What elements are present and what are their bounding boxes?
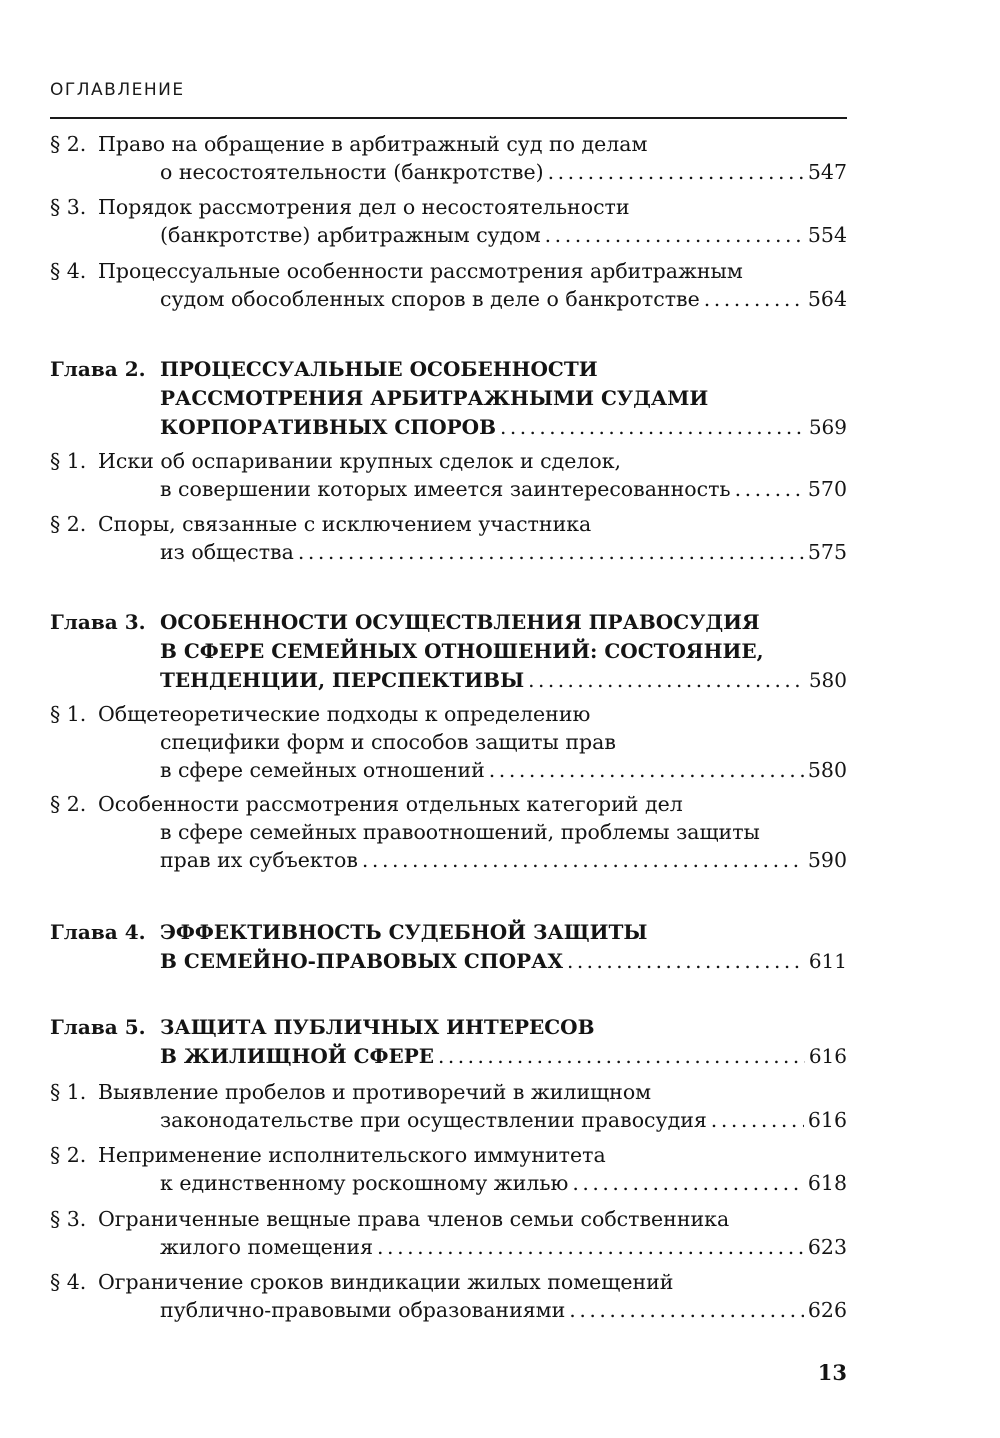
entry-last-line: [50, 1042, 847, 1071]
dot-leader: [489, 756, 804, 784]
toc-section-entry: [50, 790, 847, 874]
entry-last-line: [50, 285, 847, 313]
entry-page-number: 623: [807, 1235, 847, 1259]
entry-number: § 1.: [50, 702, 87, 726]
entry-last-line: [50, 756, 847, 784]
entry-title-line: Ограничение сроков виндикации жилых помещений: [98, 1270, 674, 1294]
entry-number: Глава 5.: [50, 1015, 146, 1039]
entry-title-line: о несостоятельности (банкротстве): [160, 160, 544, 184]
toc-section-entry: [50, 1205, 847, 1261]
toc-chapter-entry: [50, 355, 847, 442]
dot-leader: [362, 846, 804, 874]
entry-last-line: [50, 846, 847, 874]
entry-last-line: [50, 1169, 847, 1197]
entry-title-line: Споры, связанные с исключением участника: [98, 512, 592, 536]
header-rule: [50, 117, 847, 119]
entry-page-number: 547: [807, 160, 847, 184]
entry-title-line: Иски об оспаривании крупных сделок и сделок,: [98, 449, 622, 473]
entry-number: § 1.: [50, 1080, 87, 1104]
dot-leader: [545, 221, 804, 249]
entry-last-line: [50, 947, 847, 976]
dot-leader: [377, 1233, 804, 1261]
toc-section-entry: [50, 193, 847, 249]
toc-chapter-entry: [50, 608, 847, 695]
entry-last-line: [50, 475, 847, 503]
entry-last-line: [50, 666, 847, 695]
entry-number: Глава 2.: [50, 357, 146, 381]
entry-title-line: в совершении которых имеется заинтересованность: [160, 477, 731, 501]
dot-leader: [528, 666, 805, 695]
entry-number: Глава 4.: [50, 920, 146, 944]
entry-title-line: Особенности рассмотрения отдельных категорий дел: [98, 792, 683, 816]
entry-number: § 2.: [50, 1143, 87, 1167]
entry-page-number: 626: [807, 1298, 847, 1322]
toc-section-entry: [50, 700, 847, 784]
entry-page-number: 569: [808, 415, 847, 439]
entry-title-line: ОСОБЕННОСТИ ОСУЩЕСТВЛЕНИЯ ПРАВОСУДИЯ: [160, 610, 760, 634]
dot-leader: [572, 1169, 804, 1197]
entry-title-line: публично-правовыми образованиями: [160, 1298, 566, 1322]
entry-title-line: законодательстве при осуществлении правосудия: [160, 1108, 707, 1132]
dot-leader: [438, 1042, 805, 1071]
entry-title-line: жилого помещения: [160, 1235, 374, 1259]
entry-page-number: 616: [808, 1044, 847, 1068]
entry-title-line: судом обособленных споров в деле о банкротстве: [160, 287, 700, 311]
entry-title-line: В СФЕРЕ СЕМЕЙНЫХ ОТНОШЕНИЙ: СОСТОЯНИЕ,: [160, 639, 764, 663]
entry-title-line: в сфере семейных отношений: [160, 758, 485, 782]
entry-last-line: [50, 221, 847, 249]
entry-page-number: 554: [807, 223, 847, 247]
toc-chapter-entry: [50, 1013, 847, 1071]
entry-title-line: из общества: [160, 540, 294, 564]
entry-title-line: специфики форм и способов защиты прав: [160, 730, 616, 754]
entry-title-line: КОРПОРАТИВНЫХ СПОРОВ: [160, 415, 496, 439]
toc-section-entry: [50, 447, 847, 503]
entry-title-line: Выявление пробелов и противоречий в жилищном: [98, 1080, 652, 1104]
entry-title-line: ЭФФЕКТИВНОСТЬ СУДЕБНОЙ ЗАЩИТЫ: [160, 920, 648, 944]
entry-title-line: Ограниченные вещные права членов семьи собственника: [98, 1207, 730, 1231]
dot-leader: [548, 158, 804, 186]
toc-section-entry: [50, 510, 847, 566]
entry-number: § 4.: [50, 259, 87, 283]
entry-title-line: (банкротстве) арбитражным судом: [160, 223, 541, 247]
entry-title-line: В СЕМЕЙНО-ПРАВОВЫХ СПОРАХ: [160, 949, 563, 973]
toc-section-entry: [50, 130, 847, 186]
entry-last-line: [50, 158, 847, 186]
page-number: 13: [817, 1360, 847, 1385]
entry-title-line: в сфере семейных правоотношений, проблемы защиты: [160, 820, 760, 844]
entry-number: § 1.: [50, 449, 87, 473]
entry-page-number: 575: [807, 540, 847, 564]
toc-section-entry: [50, 1078, 847, 1134]
entry-title-line: Право на обращение в арбитражный суд по делам: [98, 132, 648, 156]
entry-number: § 2.: [50, 132, 87, 156]
entry-page-number: 564: [807, 287, 847, 311]
entry-title-line: к единственному роскошному жилью: [160, 1171, 569, 1195]
dot-leader: [569, 1296, 804, 1324]
dot-leader: [500, 413, 805, 442]
entry-page-number: 590: [807, 848, 847, 872]
entry-title-line: Порядок рассмотрения дел о несостоятельности: [98, 195, 630, 219]
entry-last-line: [50, 413, 847, 442]
entry-page-number: 580: [807, 758, 847, 782]
dot-leader: [735, 475, 804, 503]
entry-number: § 3.: [50, 1207, 87, 1231]
entry-page-number: 616: [807, 1108, 847, 1132]
entry-title-line: Процессуальные особенности рассмотрения арбитражным: [98, 259, 743, 283]
entry-title-line: ПРОЦЕССУАЛЬНЫЕ ОСОБЕННОСТИ: [160, 357, 598, 381]
dot-leader: [298, 538, 804, 566]
toc-section-entry: [50, 1141, 847, 1197]
entry-page-number: 618: [807, 1171, 847, 1195]
entry-number: Глава 3.: [50, 610, 146, 634]
entry-last-line: [50, 1106, 847, 1134]
entry-page-number: 611: [808, 949, 847, 973]
entry-number: § 2.: [50, 792, 87, 816]
entry-page-number: 570: [807, 477, 847, 501]
dot-leader: [711, 1106, 804, 1134]
entry-title-line: прав их субъектов: [160, 848, 358, 872]
dot-leader: [704, 285, 804, 313]
running-header: ОГЛАВЛЕНИЕ: [50, 80, 185, 100]
toc-section-entry: [50, 257, 847, 313]
entry-title-line: РАССМОТРЕНИЯ АРБИТРАЖНЫМИ СУДАМИ: [160, 386, 709, 410]
entry-page-number: 580: [808, 668, 847, 692]
entry-number: § 2.: [50, 512, 87, 536]
dot-leader: [567, 947, 805, 976]
entry-last-line: [50, 1233, 847, 1261]
entry-title-line: ЗАЩИТА ПУБЛИЧНЫХ ИНТЕРЕСОВ: [160, 1015, 595, 1039]
entry-title-line: Общетеоретические подходы к определению: [98, 702, 591, 726]
entry-number: § 4.: [50, 1270, 87, 1294]
toc-section-entry: [50, 1268, 847, 1324]
entry-last-line: [50, 538, 847, 566]
entry-number: § 3.: [50, 195, 87, 219]
entry-last-line: [50, 1296, 847, 1324]
entry-title-line: Неприменение исполнительского иммунитета: [98, 1143, 606, 1167]
toc-chapter-entry: [50, 918, 847, 976]
entry-title-line: В ЖИЛИЩНОЙ СФЕРЕ: [160, 1044, 435, 1068]
entry-title-line: ТЕНДЕНЦИИ, ПЕРСПЕКТИВЫ: [160, 668, 525, 692]
